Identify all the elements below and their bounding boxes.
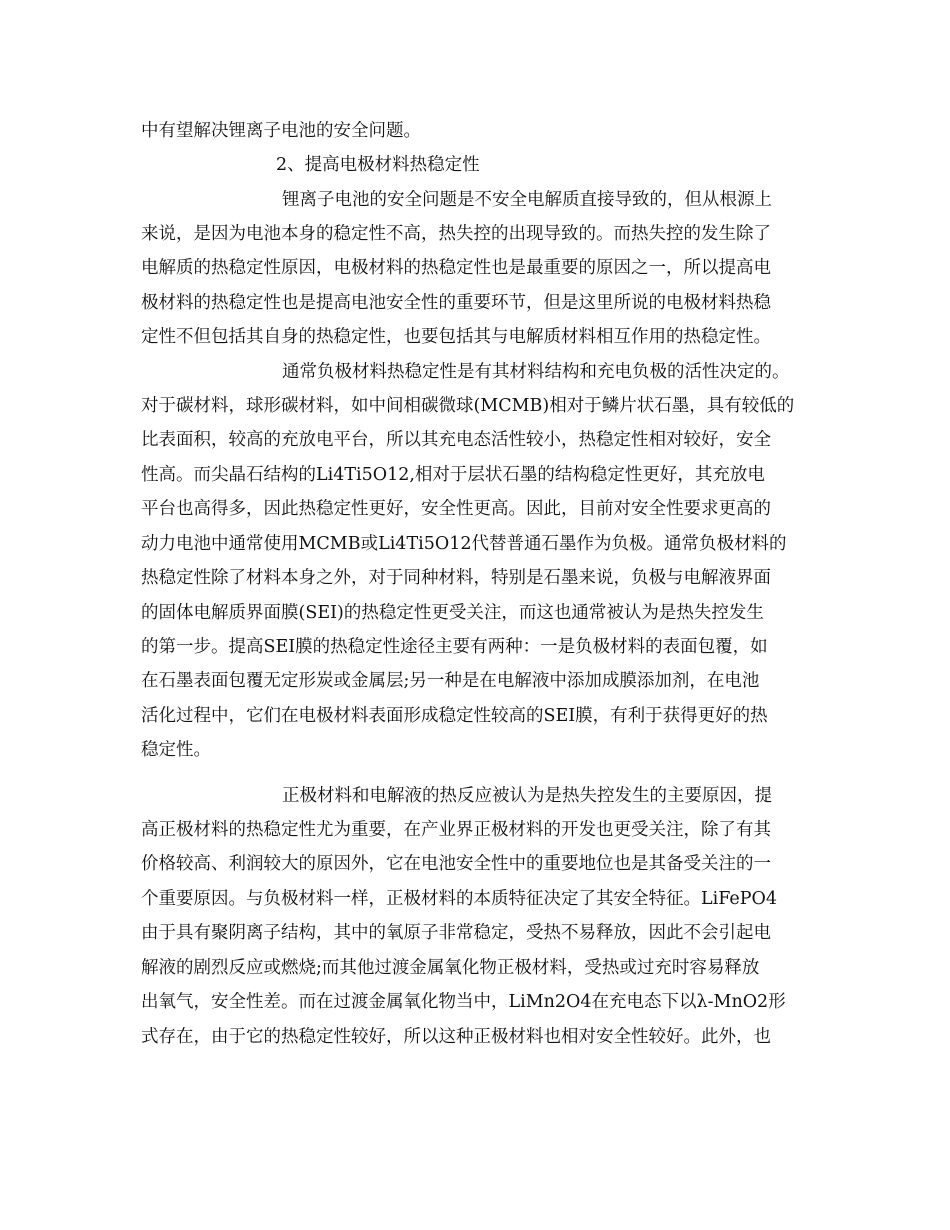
- text-line: 来说，是因为电池本身的稳定性不高，热失控的出现导致的。而热失控的发生除了: [141, 224, 771, 244]
- text-line: 平台也高得多，因此热稳定性更好，安全性更高。因此，目前对安全性要求更高的: [141, 499, 771, 519]
- text-line: 性高。而尖晶石结构的Li4Ti5O12,相对于层状石墨的结构稳定性更好，其充放电: [141, 465, 765, 485]
- text-line: 极材料的热稳定性也是提高电池安全性的重要环节，但是这里所说的电极材料热稳: [141, 293, 771, 313]
- text-line: 中有望解决锂离子电池的安全问题。: [141, 121, 421, 141]
- text-line: 动力电池中通常使用MCMB或Li4Ti5O12代替普通石墨作为负极。通常负极材料的: [141, 534, 787, 554]
- text-line: 对于碳材料，球形碳材料，如中间相碳微球(MCMB)相对于鳞片状石墨，具有较低的: [141, 396, 795, 416]
- text-line: 由于具有聚阴离子结构，其中的氧原子非常稳定，受热不易释放，因此不会引起电: [141, 923, 771, 943]
- text-line: 稳定性。: [141, 740, 211, 760]
- text-line: 个重要原因。与负极材料一样，正极材料的本质特征决定了其安全特征。LiFePO4: [141, 889, 778, 909]
- text-line: 出氧气，安全性差。而在过渡金属氧化物当中，LiMn2O4在充电态下以λ-MnO2形: [141, 992, 786, 1012]
- text-line: 正极材料和电解液的热反应被认为是热失控发生的主要原因，提: [282, 786, 772, 806]
- text-line: 通常负极材料热稳定性是有其材料结构和充电负极的活性决定的。: [282, 362, 790, 382]
- text-line: 的第一步。提高SEI膜的热稳定性途径主要有两种：一是负极材料的表面包覆，如: [141, 637, 768, 657]
- text-line: 活化过程中，它们在电极材料表面形成稳定性较高的SEI膜，有利于获得更好的热: [141, 706, 768, 726]
- text-line: 解液的剧烈反应或燃烧;而其他过渡金属氧化物正极材料，受热或过充时容易释放: [141, 958, 760, 978]
- text-line: 热稳定性除了材料本身之外，对于同种材料，特别是石墨来说，负极与电解液界面: [141, 568, 771, 588]
- text-line: 在石墨表面包覆无定形炭或金属层;另一种是在电解液中添加成膜添加剂，在电池: [141, 671, 760, 691]
- text-line: 电解质的热稳定性原因，电极材料的热稳定性也是最重要的原因之一，所以提高电: [141, 258, 771, 278]
- text-line: 锂离子电池的安全问题是不安全电解质直接导致的，但从根源上: [282, 190, 772, 210]
- section-heading: 2、提高电极材料热稳定性: [276, 155, 480, 175]
- text-line: 的固体电解质界面膜(SEI)的热稳定性更受关注，而这也通常被认为是热失控发生: [141, 603, 764, 623]
- text-line: 价格较高、利润较大的原因外，它在电池安全性中的重要地位也是其备受关注的一: [141, 854, 771, 874]
- text-line: 比表面积，较高的充放电平台，所以其充电态活性较小，热稳定性相对较好，安全: [141, 430, 771, 450]
- text-line: 定性不但包括其自身的热稳定性，也要包括其与电解质材料相互作用的热稳定性。: [141, 327, 771, 347]
- text-line: 高正极材料的热稳定性尤为重要，在产业界正极材料的开发也更受关注，除了有其: [141, 820, 771, 840]
- text-line: 式存在，由于它的热稳定性较好，所以这种正极材料也相对安全性较好。此外，也: [141, 1027, 771, 1047]
